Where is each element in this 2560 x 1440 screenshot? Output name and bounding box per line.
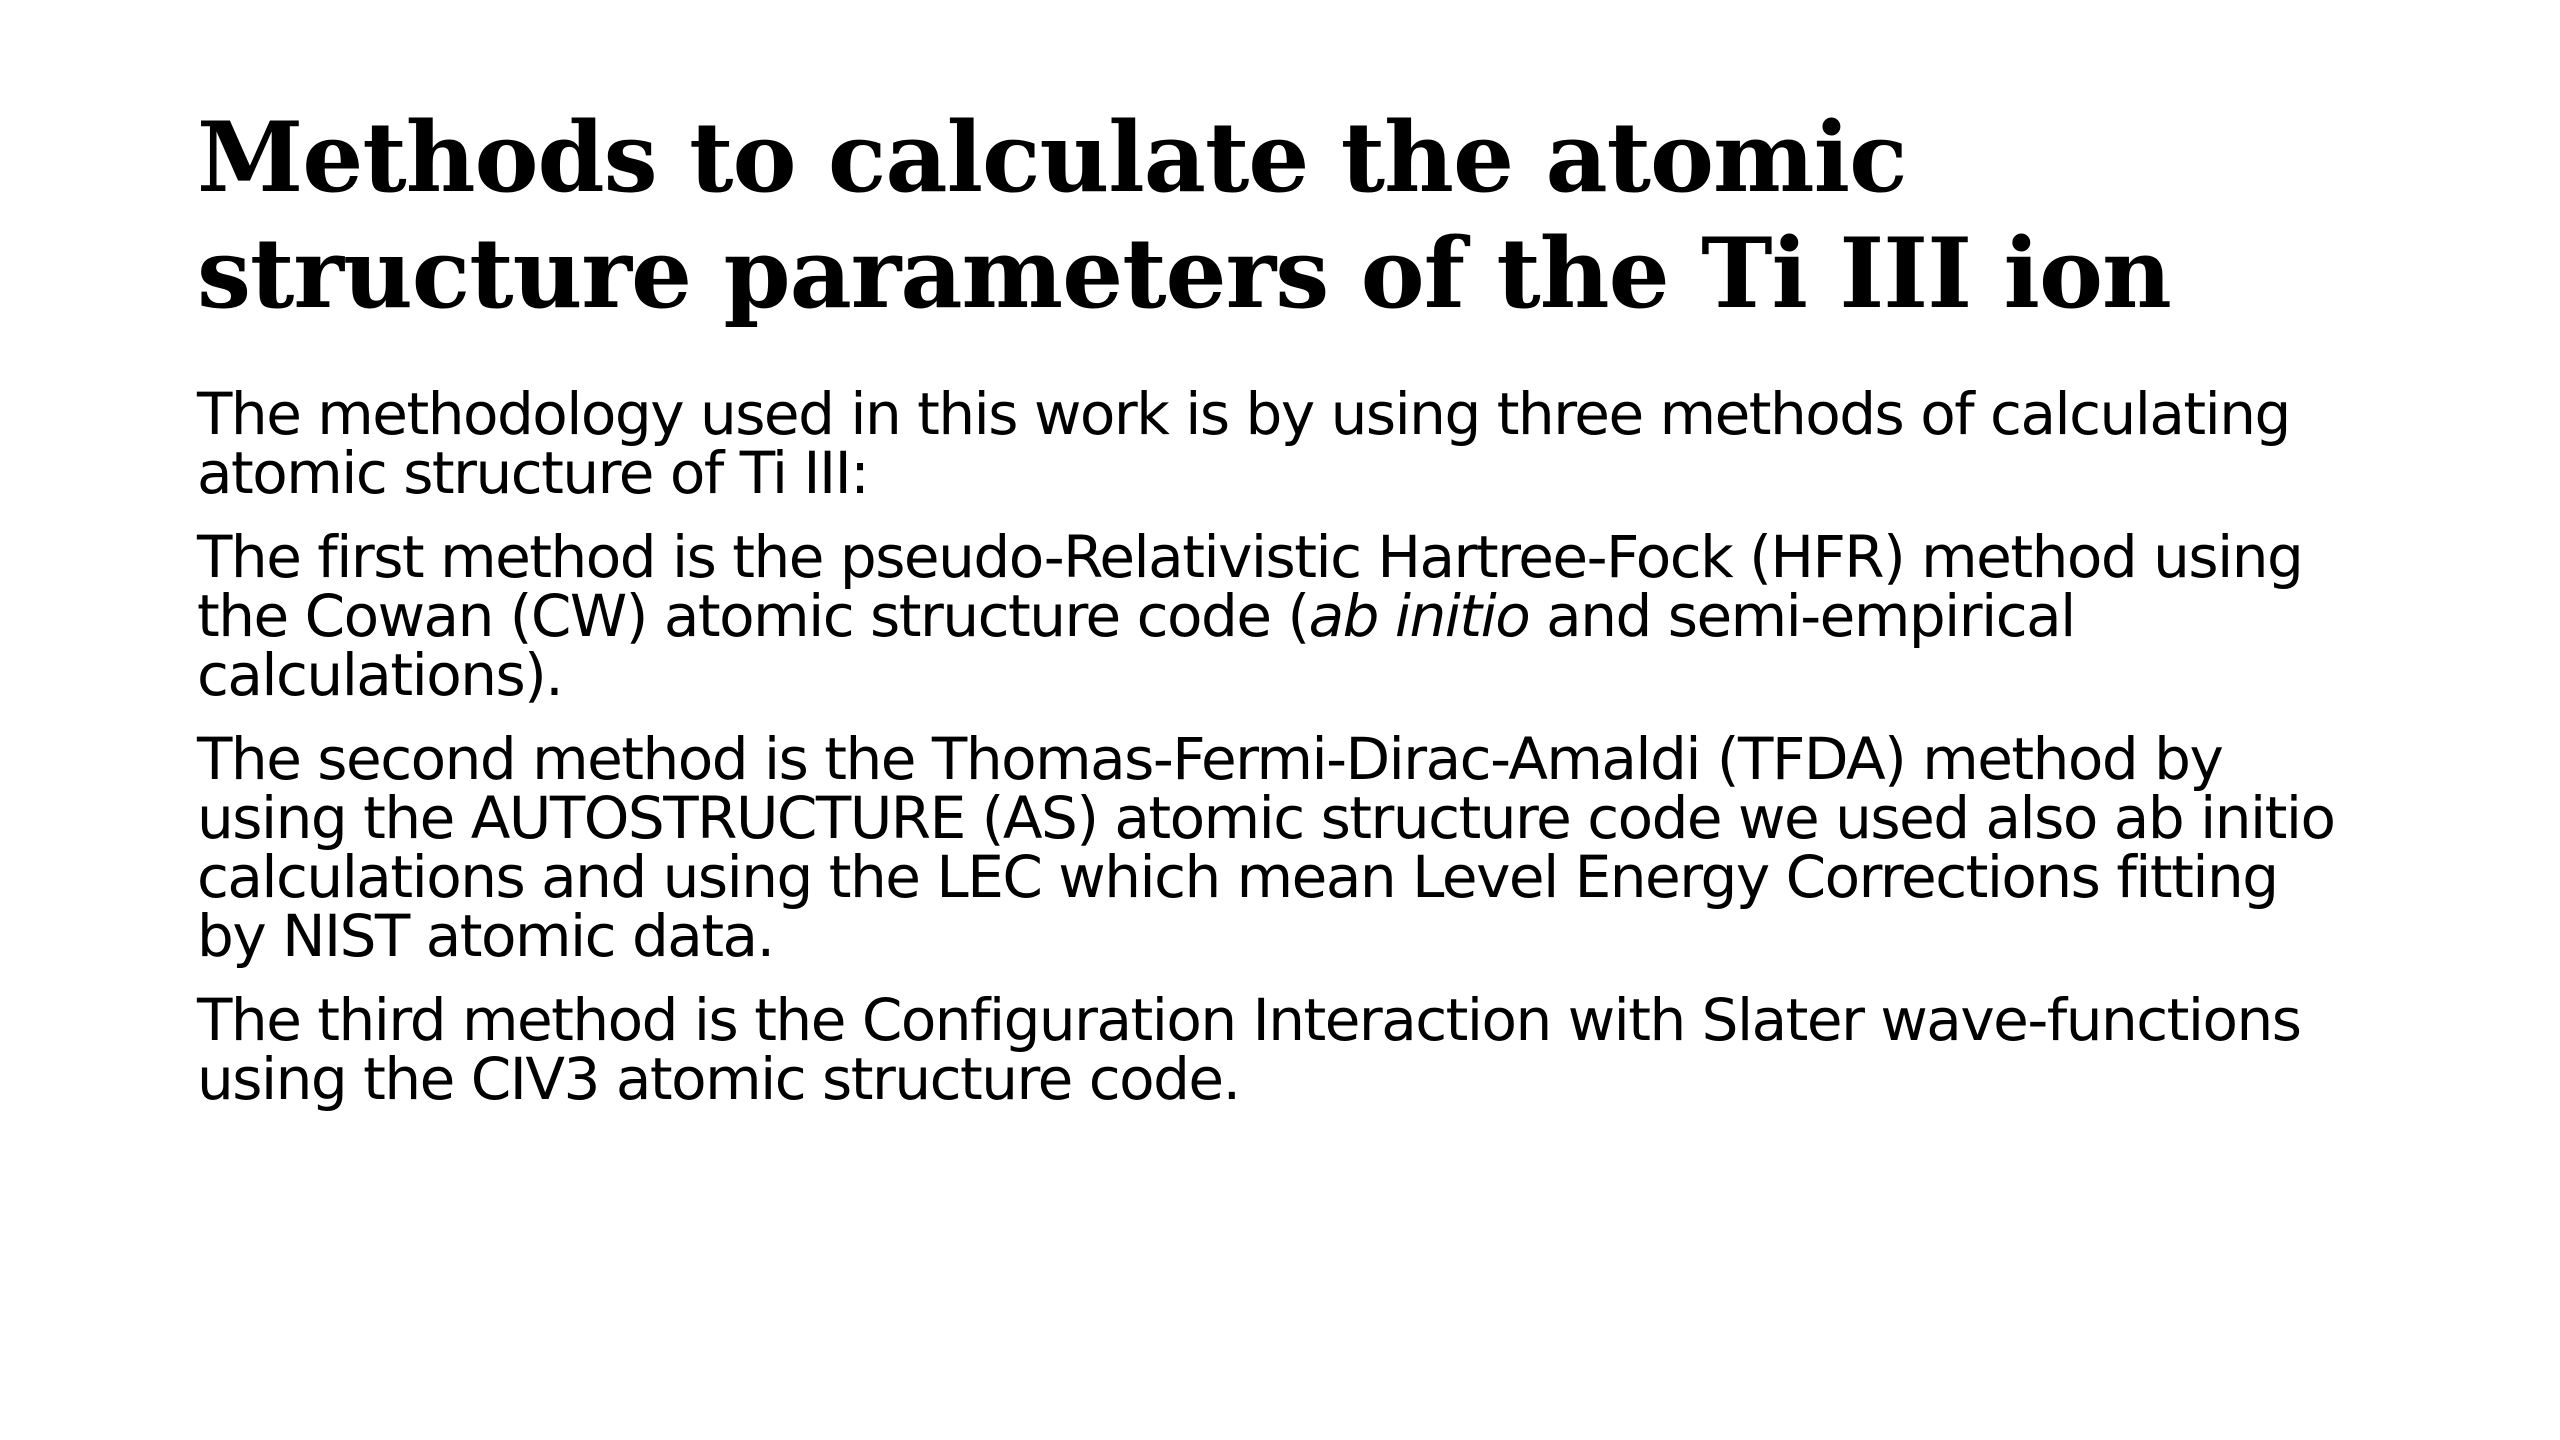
text-line: atomic structure of Ti III: <box>197 439 869 507</box>
text-segment: and semi-empirical <box>1529 582 2075 650</box>
text-line: calculations and using the LEC which mean Level Energy Corrections fitting <box>197 843 2278 911</box>
slide-body <box>197 380 2437 1134</box>
text-line: by NIST atomic data. <box>197 902 774 970</box>
italic-text: ab initio <box>1308 582 1530 650</box>
title-line: structure parameters of the Ti III ion <box>197 217 2171 330</box>
paragraph-methodology <box>197 380 2437 507</box>
text-line: The first method is the pseudo-Relativistic Hartree-Fock (HFR) method using <box>197 523 2303 591</box>
text-line: The second method is the Thomas-Fermi-Dirac-Amaldi (TFDA) method by <box>197 725 2223 793</box>
slide-title <box>197 100 2397 332</box>
text-line: The methodology used in this work is by using three methods of calculating <box>197 380 2290 448</box>
text-line: using the AUTOSTRUCTURE (AS) atomic structure code we used also ab initio <box>197 784 2335 852</box>
text-line <box>197 582 2437 650</box>
paragraph-first-method <box>197 523 2437 709</box>
text-line: using the CIV3 atomic structure code. <box>197 1045 1240 1113</box>
text-segment: the Cowan (CW) atomic structure code ( <box>197 582 1309 650</box>
paragraph-second-method <box>197 725 2437 970</box>
paragraph-third-method <box>197 986 2437 1113</box>
text-line: The third method is the Configuration Interaction with Slater wave-functions <box>197 986 2301 1054</box>
text-line: calculations). <box>197 641 563 709</box>
title-line: Methods to calculate the atomic <box>197 101 1907 214</box>
